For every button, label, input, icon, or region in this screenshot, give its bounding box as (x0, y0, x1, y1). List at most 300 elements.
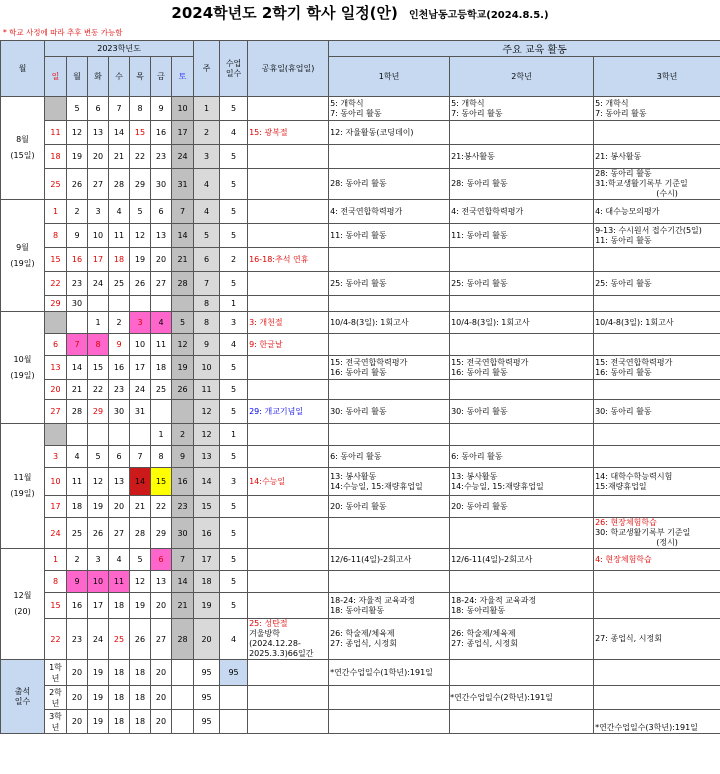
grade-activity-g3 (594, 224, 720, 248)
grade-activity-g3 (594, 619, 720, 660)
grade-activity-g1 (329, 593, 450, 619)
calendar-day: 19 (130, 248, 151, 272)
holiday-cell (248, 296, 329, 312)
activity-text: 7: 동아리 활동 (330, 108, 382, 118)
calendar-day: 3 (45, 446, 67, 468)
schedule-body (1, 97, 720, 734)
calendar-day: 19 (67, 145, 88, 169)
calendar-day: 24 (88, 619, 109, 660)
week-row (1, 518, 720, 549)
school-day-count: 5 (220, 200, 248, 224)
empty-cell (248, 686, 329, 710)
annual-days-note (450, 660, 594, 686)
holiday-header: 공휴일(휴업일) (248, 41, 329, 97)
calendar-day (45, 424, 67, 446)
day-header-thu: 목 (130, 57, 151, 97)
calendar-day: 18 (67, 496, 88, 518)
calendar-day: 22 (45, 272, 67, 296)
holiday-text: 겨울방학 (249, 629, 280, 638)
calendar-day: 6 (88, 97, 109, 121)
holiday-text: 25: 성탄절 (249, 619, 288, 628)
grade-activity-g1 (329, 224, 450, 248)
calendar-day: 29 (151, 518, 172, 549)
calendar-day (172, 296, 194, 312)
school-name: 인천남동고등학교(2024.8.5.) (408, 10, 549, 21)
holiday-cell (248, 121, 329, 145)
calendar-day (88, 296, 109, 312)
school-day-count: 5 (220, 518, 248, 549)
activity-text: 30: 동아리 활동 (595, 406, 652, 416)
calendar-day: 24 (172, 145, 194, 169)
holiday-cell (248, 145, 329, 169)
calendar-day: 28 (67, 400, 88, 424)
calendar-group-header: 2023학년도 (45, 41, 194, 57)
monthly-total: 18 (109, 660, 130, 686)
week-number: 9 (194, 334, 220, 356)
grade-activity-g2 (450, 334, 594, 356)
activity-text: 6: 동아리 활동 (330, 451, 382, 461)
calendar-day: 3 (88, 549, 109, 571)
grade-activity-g2 (450, 97, 594, 121)
school-day-count: 4 (220, 121, 248, 145)
calendar-day: 14 (172, 571, 194, 593)
school-day-count: 5 (220, 169, 248, 200)
activity-text: 15: 전국연합학력평가 (595, 357, 673, 367)
school-day-count: 5 (220, 224, 248, 248)
school-day-count: 5 (220, 496, 248, 518)
week-row (1, 549, 720, 571)
calendar-day: 8 (88, 334, 109, 356)
activity-text: 28: 동아리 활동 (451, 179, 508, 188)
calendar-day: 21 (130, 496, 151, 518)
activity-text: 9-13: 수시원서 접수기간(5일) (595, 225, 702, 235)
grade-activity-g1 (329, 248, 450, 272)
day-header-sat: 토 (172, 57, 194, 97)
calendar-day: 19 (88, 496, 109, 518)
calendar-day: 10 (172, 97, 194, 121)
holiday-cell (248, 424, 329, 446)
week-row (1, 446, 720, 468)
week-row (1, 97, 720, 121)
calendar-day: 8 (130, 97, 151, 121)
calendar-day: 9 (67, 571, 88, 593)
calendar-day: 11 (45, 121, 67, 145)
holiday-text: 14:수능일 (249, 476, 286, 486)
calendar-day: 5 (88, 446, 109, 468)
week-number: 5 (194, 224, 220, 248)
month-name: 8월 (16, 135, 29, 144)
school-day-count: 5 (220, 446, 248, 468)
calendar-day (172, 400, 194, 424)
calendar-day: 19 (130, 593, 151, 619)
activity-text: 12/6-11(4일)-2회고사 (451, 554, 533, 564)
week-row (1, 593, 720, 619)
month-days: (19일) (10, 258, 35, 268)
monthly-total: 18 (130, 660, 151, 686)
week-number: 12 (194, 400, 220, 424)
grade-activity-g2 (450, 248, 594, 272)
calendar-day: 3 (88, 200, 109, 224)
week-number: 19 (194, 593, 220, 619)
week-number: 16 (194, 518, 220, 549)
week-row (1, 224, 720, 248)
calendar-day: 13 (151, 571, 172, 593)
calendar-day: 7 (172, 549, 194, 571)
calendar-day: 5 (130, 549, 151, 571)
holiday-cell (248, 400, 329, 424)
calendar-day: 15 (88, 356, 109, 380)
activity-text: 10/4-8(3일): 1회고사 (330, 317, 409, 327)
holiday-cell (248, 496, 329, 518)
activity-text: 18: 동아리활동 (330, 605, 385, 615)
day-header-mon: 월 (67, 57, 88, 97)
calendar-day: 18 (109, 593, 130, 619)
school-day-count: 5 (220, 356, 248, 380)
empty-cell (172, 710, 194, 734)
calendar-day: 17 (130, 356, 151, 380)
calendar-day: 23 (172, 496, 194, 518)
schedule-table (0, 40, 720, 734)
grade-activity-g2 (450, 200, 594, 224)
highlight-total: 95 (220, 660, 248, 686)
month-cell (1, 312, 45, 424)
total-grade: 2학년 (45, 686, 67, 710)
calendar-day: 29 (130, 169, 151, 200)
calendar-day: 18 (151, 356, 172, 380)
monthly-total: 18 (130, 710, 151, 734)
grade-activity-g2 (450, 496, 594, 518)
activity-text: 20: 동아리 활동 (330, 501, 387, 511)
grade-activity-g3 (594, 272, 720, 296)
day-header-wed: 수 (109, 57, 130, 97)
activity-text: 4: 대수능모의평가 (595, 206, 660, 216)
holiday-text: 2025.3.3)66일간 (249, 649, 314, 658)
activity-text: (정시) (656, 538, 678, 547)
calendar-day: 20 (151, 593, 172, 619)
month-label (2, 588, 43, 620)
monthly-total: 20 (151, 686, 172, 710)
holiday-cell (248, 468, 329, 496)
week-row (1, 619, 720, 660)
calendar-day (45, 312, 67, 334)
grade-activity-g1 (329, 97, 450, 121)
school-day-count: 3 (220, 468, 248, 496)
calendar-day: 16 (109, 356, 130, 380)
holiday-cell (248, 224, 329, 248)
activity-text: 21:봉사활동 (451, 151, 495, 161)
activity-text: 11: 동아리 활동 (330, 230, 387, 240)
activities-header: 주요 교육 활동 (329, 41, 720, 57)
week-number: 1 (194, 97, 220, 121)
calendar-day: 12 (130, 224, 151, 248)
week-number: 6 (194, 248, 220, 272)
grade-activity-g2 (450, 468, 594, 496)
month-label (2, 470, 43, 502)
attendance-label-text: 출석 (14, 686, 31, 696)
monthly-total: 18 (109, 710, 130, 734)
calendar-day: 6 (151, 549, 172, 571)
calendar-day: 9 (67, 224, 88, 248)
month-cell (1, 97, 45, 200)
calendar-day: 1 (45, 549, 67, 571)
holiday-cell (248, 200, 329, 224)
holiday-cell (248, 571, 329, 593)
activity-text: 26: 학술제/체육제 (451, 629, 516, 638)
grade-activity-g1 (329, 400, 450, 424)
calendar-day: 4 (67, 446, 88, 468)
grade-activity-g1 (329, 619, 450, 660)
grade-activity-g3 (594, 145, 720, 169)
grade-activity-g1 (329, 169, 450, 200)
grade-activity-g1 (329, 468, 450, 496)
monthly-total: 20 (67, 660, 88, 686)
school-day-count: 5 (220, 571, 248, 593)
calendar-day: 11 (109, 224, 130, 248)
week-number: 12 (194, 424, 220, 446)
empty-cell (248, 710, 329, 734)
activity-text: 4: 현장체험학습 (595, 554, 652, 564)
month-days: (19일) (10, 370, 35, 380)
school-day-count: 5 (220, 272, 248, 296)
calendar-day: 11 (151, 334, 172, 356)
calendar-day: 17 (88, 248, 109, 272)
grade-activity-g1 (329, 549, 450, 571)
calendar-day: 16 (67, 248, 88, 272)
calendar-day (45, 97, 67, 121)
grade-activity-g2 (450, 272, 594, 296)
week-number: 13 (194, 446, 220, 468)
calendar-day: 18 (109, 248, 130, 272)
week-row (1, 296, 720, 312)
school-day-count: 5 (220, 593, 248, 619)
total-row (1, 660, 720, 686)
activity-text: 6: 동아리 활동 (451, 451, 503, 461)
week-row (1, 272, 720, 296)
calendar-day: 7 (130, 446, 151, 468)
calendar-day: 31 (172, 169, 194, 200)
activity-text: 13: 봉사활동 (451, 471, 498, 481)
grade-activity-g2 (450, 356, 594, 380)
calendar-day: 8 (45, 571, 67, 593)
annual-days-note (594, 686, 720, 710)
grade-activity-g2 (450, 400, 594, 424)
calendar-day: 17 (45, 496, 67, 518)
grade-activity-g2 (450, 593, 594, 619)
monthly-total: 20 (67, 710, 88, 734)
calendar-day: 14 (130, 468, 151, 496)
activity-text: 15:재량휴업일 (595, 481, 647, 491)
school-days-header: 수업 일수 (220, 41, 248, 97)
calendar-day: 26 (67, 169, 88, 200)
calendar-day: 27 (88, 169, 109, 200)
calendar-day: 12 (172, 334, 194, 356)
change-note: * 학교 사정에 따라 추후 변동 가능함 (3, 28, 123, 37)
activity-text: 28: 동아리 활동 (330, 179, 387, 188)
month-days: (19일) (10, 489, 35, 498)
month-days: (15일) (10, 151, 35, 160)
grade-activity-g3 (594, 334, 720, 356)
calendar-day: 5 (172, 312, 194, 334)
calendar-day: 7 (109, 97, 130, 121)
calendar-day: 28 (130, 518, 151, 549)
activity-text: 4: 전국연합학력평가 (451, 206, 524, 216)
activity-text: 31:학교생활기록부 기준일 (595, 179, 688, 188)
calendar-day: 9 (172, 446, 194, 468)
holiday-cell (248, 169, 329, 200)
activity-text: 12: 자율활동(코딩데이) (330, 127, 414, 137)
calendar-day: 23 (151, 145, 172, 169)
activity-text: 18-24: 자율적 교육과정 (451, 595, 537, 605)
holiday-cell (248, 446, 329, 468)
holiday-cell (248, 356, 329, 380)
grade-activity-g3 (594, 248, 720, 272)
calendar-day: 22 (45, 619, 67, 660)
calendar-day: 19 (172, 356, 194, 380)
week-header: 주 (194, 41, 220, 97)
school-day-count: 1 (220, 296, 248, 312)
month-cell (1, 200, 45, 312)
week-number: 14 (194, 468, 220, 496)
calendar-day: 20 (45, 380, 67, 400)
week-row (1, 424, 720, 446)
day-header-fri: 금 (151, 57, 172, 97)
calendar-day: 20 (109, 496, 130, 518)
calendar-day: 24 (88, 272, 109, 296)
grade-activity-g3 (594, 97, 720, 121)
week-row (1, 312, 720, 334)
calendar-day: 16 (67, 593, 88, 619)
school-day-count: 4 (220, 334, 248, 356)
monthly-total: 18 (130, 686, 151, 710)
week-number: 10 (194, 356, 220, 380)
grade-activity-g2 (450, 145, 594, 169)
activity-text: 21: 봉사활동 (595, 151, 642, 161)
activity-text: 11: 동아리 활동 (595, 235, 652, 245)
holiday-cell (248, 312, 329, 334)
calendar-day: 5 (130, 200, 151, 224)
calendar-day: 18 (45, 145, 67, 169)
grade-activity-g3 (594, 446, 720, 468)
activity-text: 16: 동아리 활동 (330, 367, 387, 377)
calendar-day: 26 (130, 619, 151, 660)
grade-activity-g2 (450, 121, 594, 145)
week-number: 11 (194, 380, 220, 400)
monthly-total: 20 (151, 660, 172, 686)
week-row (1, 380, 720, 400)
holiday-text: (2024.12.28- (249, 639, 301, 648)
calendar-day: 14 (172, 224, 194, 248)
grade-activity-g3 (594, 400, 720, 424)
calendar-day: 4 (151, 312, 172, 334)
annual-days-note (450, 710, 594, 734)
activity-text: 11: 동아리 활동 (451, 230, 508, 240)
calendar-day: 22 (151, 496, 172, 518)
calendar-day: 1 (88, 312, 109, 334)
calendar-day: 10 (130, 334, 151, 356)
calendar-day: 15 (151, 468, 172, 496)
holiday-cell (248, 593, 329, 619)
holiday-text: 3: 개천절 (249, 317, 283, 327)
calendar-day: 8 (45, 224, 67, 248)
annual-days-note: *연간수업일수(2학년):191일 (450, 686, 594, 710)
week-number: 2 (194, 121, 220, 145)
month-name: 9월 (16, 242, 29, 252)
highlight-total (220, 686, 248, 710)
calendar-day: 12 (88, 468, 109, 496)
activity-text: 10/4-8(3일): 1회고사 (451, 317, 530, 327)
grade-activity-g2 (450, 518, 594, 549)
calendar-day: 28 (172, 619, 194, 660)
grade-activity-g1 (329, 272, 450, 296)
calendar-day: 10 (45, 468, 67, 496)
activity-text: 12/6-11(4일)-2회고사 (330, 554, 412, 564)
calendar-day: 17 (172, 121, 194, 145)
calendar-day: 6 (151, 200, 172, 224)
holiday-cell (248, 97, 329, 121)
calendar-day: 25 (109, 272, 130, 296)
week-row (1, 200, 720, 224)
grade-activity-g2 (450, 549, 594, 571)
total-grade: 1학년 (45, 660, 67, 686)
calendar-day: 15 (45, 593, 67, 619)
calendar-day: 1 (151, 424, 172, 446)
calendar-day: 16 (172, 468, 194, 496)
monthly-total: 20 (151, 710, 172, 734)
grade-activity-g2 (450, 296, 594, 312)
week-row (1, 121, 720, 145)
month-cell (1, 549, 45, 660)
grade-activity-g3 (594, 468, 720, 496)
activity-text: 16: 동아리 활동 (595, 367, 652, 377)
calendar-day (151, 400, 172, 424)
school-day-count: 4 (220, 619, 248, 660)
week-row (1, 248, 720, 272)
week-number: 15 (194, 496, 220, 518)
grade-activity-g2 (450, 424, 594, 446)
calendar-day: 6 (109, 446, 130, 468)
calendar-day: 25 (151, 380, 172, 400)
calendar-day: 30 (109, 400, 130, 424)
activity-text: 30: 동아리 활동 (451, 406, 508, 416)
grade-activity-g1 (329, 380, 450, 400)
calendar-day (151, 296, 172, 312)
grade-activity-g3 (594, 169, 720, 200)
grade-activity-g2 (450, 380, 594, 400)
day-header-sun: 일 (45, 57, 67, 97)
calendar-day: 23 (67, 619, 88, 660)
grade-activity-g2 (450, 619, 594, 660)
annual-days-note: *연간수업일수(3학년):191일 (594, 710, 720, 734)
activity-text: 4: 전국연합학력평가 (330, 206, 403, 216)
week-number: 17 (194, 549, 220, 571)
calendar-day: 6 (45, 334, 67, 356)
calendar-day: 29 (88, 400, 109, 424)
calendar-day: 15 (45, 248, 67, 272)
activity-text: 5: 개학식 (451, 98, 485, 108)
calendar-day: 13 (45, 356, 67, 380)
grade-activity-g3 (594, 200, 720, 224)
holiday-cell (248, 549, 329, 571)
school-day-count: 5 (220, 549, 248, 571)
activity-text: 30: 학교생활기록부 기준일 (595, 528, 691, 537)
highlight-total (220, 710, 248, 734)
calendar-day: 11 (109, 571, 130, 593)
grade-activity-g3 (594, 549, 720, 571)
monthly-total: 19 (88, 686, 109, 710)
calendar-day: 26 (172, 380, 194, 400)
calendar-day: 22 (88, 380, 109, 400)
month-name: 12월 (13, 591, 32, 600)
